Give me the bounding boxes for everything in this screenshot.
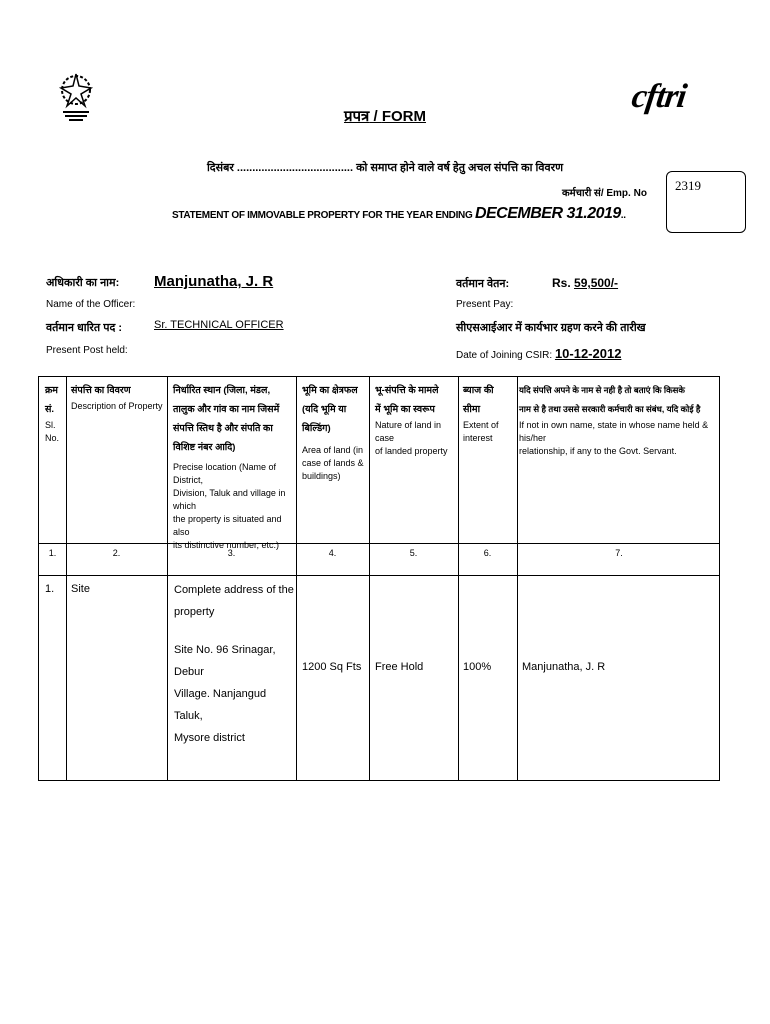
officer-name-label-hindi: अधिकारी का नाम: xyxy=(46,277,120,289)
col-interest-header: ब्याज की सीमा Extent of interest xyxy=(463,385,499,443)
emp-no-value: 2319 xyxy=(675,178,701,193)
row-owner: Manjunatha, J. R xyxy=(522,661,606,673)
post-label-english: Present Post held: xyxy=(46,345,128,356)
post-label-hindi: वर्तमान धारित पद : xyxy=(46,322,123,334)
row-sl: 1. xyxy=(45,583,55,595)
col-owner-header: यदि संपत्ति अपने के नाम से नही है तो बताएं कि किसके नाम से है तथा उससे सरकारी कर्मचारी का संबंध, यदि कोई है If not in own name, state in whose name held & his/her relationship, if any to the Govt. Servant. xyxy=(519,385,709,456)
row-location: Complete address of the property Site No. 96 Srinagar, Debur Village. Nanjangud Taluk, Mysore district xyxy=(174,584,294,744)
col-area-header: भूमि का क्षेत्रफल (यदि भूमि या बिल्डिंग) Area of land (in case of lands & buildings) xyxy=(302,385,364,481)
doj-value: 10-12-2012 xyxy=(554,346,622,361)
hindi-statement: दिसंबर ...................................... को समाप्त होने वाले वर्ष हेतु अचल संपत्ति का विवरण xyxy=(206,162,564,174)
form-title: प्रपत्र / FORM xyxy=(343,108,427,125)
row-nature: Free Hold xyxy=(375,661,424,673)
col-num-3: 3. xyxy=(227,548,236,558)
pay-label-english: Present Pay: xyxy=(456,299,514,310)
property-table xyxy=(38,376,720,781)
doj-label-hindi: सीएसआईआर में कार्यभार ग्रहण करने की तारीख xyxy=(456,322,646,334)
row-area: 1200 Sq Fts xyxy=(302,661,362,673)
col-num-1: 1. xyxy=(48,548,57,558)
post-value: Sr. TECHNICAL OFFICER xyxy=(154,319,284,331)
cftri-logo: cftri xyxy=(629,78,689,115)
col-description-header: संपत्ति का विवरण Description of Property xyxy=(71,385,163,411)
col-nature-header: भू-संपत्ति के मामले में भूमि का स्वरूप Nature of land in case of landed property xyxy=(375,385,448,456)
col-location-header: निर्धारित स्थान (जिला, मंडल, तालुक और गांव का नाम जिसमें संपत्ति स्तिथ है और संपति का विशिष्ट नंबर आदि) Precise location (Name of District, Division, Taluk and village in which the property is situated and also its distinctive number, etc.) xyxy=(173,385,286,550)
statement-heading: STATEMENT OF IMMOVABLE PROPERTY FOR THE YEAR ENDING DECEMBER 31.2019.. xyxy=(172,205,626,222)
officer-name-value: Manjunatha, J. R xyxy=(154,273,274,290)
emp-no-box xyxy=(666,171,746,233)
row-description: Site xyxy=(71,583,90,595)
row-interest: 100% xyxy=(463,661,492,673)
col-num-5: 5. xyxy=(409,548,418,558)
officer-name-label-english: Name of the Officer: xyxy=(46,299,136,310)
emp-no-label: कर्मचारी सं/ Emp. No xyxy=(562,188,647,199)
col-num-2: 2. xyxy=(112,548,121,558)
col-num-6: 6. xyxy=(483,548,492,558)
pay-label-hindi: वर्तमान वेतन: xyxy=(456,278,510,290)
col-num-7: 7. xyxy=(615,548,623,558)
col-num-4: 4. xyxy=(328,548,337,558)
col-sl-header: क्रम सं. Sl. No. xyxy=(45,385,60,443)
doj-line: Date of Joining CSIR: 10-12-2012 xyxy=(456,346,622,361)
pay-value: Rs. 59,500/- xyxy=(552,276,619,290)
